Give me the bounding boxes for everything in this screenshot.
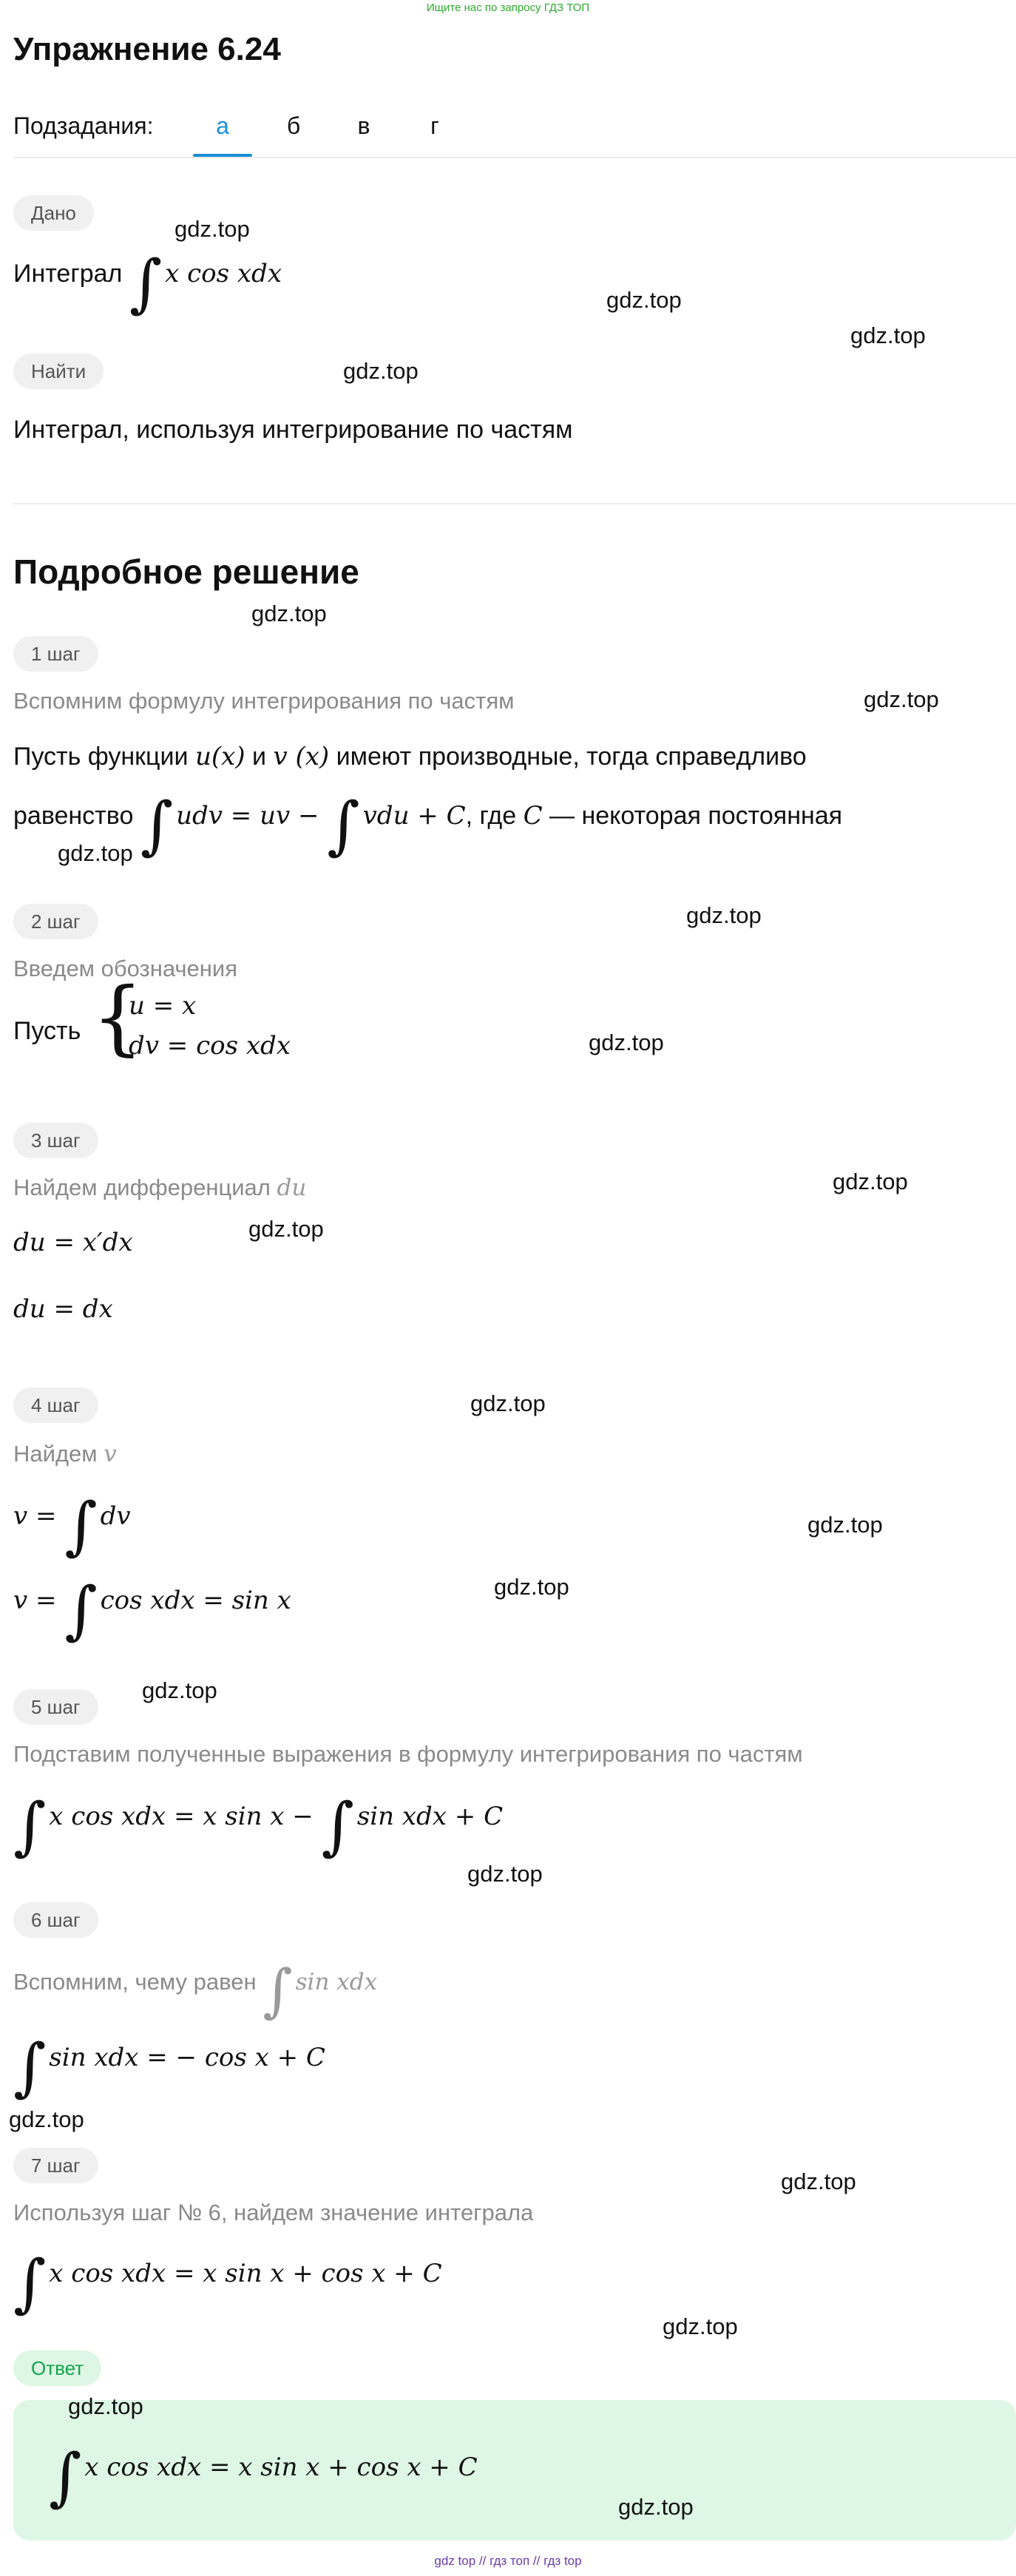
step-1-line-1 — [13, 742, 807, 771]
step-3-chip: 3 шаг — [13, 1123, 98, 1158]
step-3-heading — [13, 1174, 306, 1201]
step-4-line-2-right: cos xdx = sin x — [100, 1586, 291, 1615]
step-6-heading-text: Вспомним, чему равен — [13, 1969, 257, 1995]
integral-sign-icon: ∫ — [263, 1957, 293, 2024]
step-1-u: u(x) — [194, 742, 245, 771]
integral-sign-icon: ∫ — [321, 1789, 354, 1863]
watermark: gdz.top — [467, 1861, 543, 1887]
watermark: gdz.top — [807, 1512, 883, 1538]
step-6-formula — [13, 2030, 325, 2104]
step-1-formula-left: udv = uv − — [176, 801, 319, 831]
left-brace-icon: { — [92, 970, 143, 1064]
subtasks-label: Подзадания: — [13, 112, 154, 139]
section-divider — [13, 503, 1016, 504]
step-6-line: sin xdx = − cos x + C — [49, 2043, 325, 2072]
watermark: gdz.top — [343, 358, 419, 384]
step-4-line-1-left: v = — [13, 1501, 57, 1531]
watermark: gdz.top — [58, 840, 133, 866]
integral-sign-icon: ∫ — [64, 1573, 98, 1647]
tabs-divider — [13, 157, 1016, 158]
step-1-gde: , где — [465, 802, 517, 830]
tab-g[interactable]: г — [430, 112, 439, 139]
given-integrand: x cos xdx — [165, 259, 282, 288]
step-6-heading — [13, 1957, 378, 2024]
step-2-prefix: Пусть — [13, 1017, 81, 1045]
step-4-line-1-right: dv — [100, 1501, 131, 1531]
find-text: Интеграл, используя интегрирование по частям — [13, 416, 573, 444]
watermark: gdz.top — [175, 216, 250, 242]
watermark: gdz.top — [142, 1677, 217, 1703]
watermark: gdz.top — [9, 2106, 84, 2132]
tab-v[interactable]: в — [357, 112, 370, 139]
answer-formula-text: x cos xdx = x sin x + cos x + C — [84, 2452, 478, 2482]
step-1-text: Пусть функции — [13, 743, 189, 771]
answer-formula — [49, 2440, 478, 2514]
step-2-heading: Введем обозначения — [13, 956, 238, 981]
step-1-v: v (x) — [273, 742, 330, 771]
tab-b[interactable]: б — [286, 112, 301, 139]
watermark: gdz.top — [68, 2393, 143, 2419]
page-title: Упражнение 6.24 — [13, 31, 281, 67]
watermark: gdz.top — [833, 1169, 908, 1194]
step-3-line-2: du = dx — [13, 1294, 113, 1324]
step-3-heading-math: du — [277, 1174, 307, 1201]
answer-chip: Ответ — [13, 2350, 101, 2386]
step-4-heading — [13, 1441, 117, 1467]
watermark: gdz.top — [589, 1030, 664, 1055]
watermark: gdz.top — [470, 1390, 546, 1416]
step-1-formula-right: vdu + C — [362, 801, 466, 831]
step-1-heading: Вспомним формулу интегрирования по частям — [13, 688, 515, 714]
step-6-chip: 6 шаг — [13, 1902, 98, 1938]
step-5-chip: 5 шаг — [13, 1689, 98, 1725]
integral-sign-icon: ∫ — [140, 788, 174, 862]
integral-sign-icon: ∫ — [64, 1489, 98, 1563]
watermark: gdz.top — [781, 2168, 856, 2194]
step-7-heading: Используя шаг № 6, найдем значение интеграла — [13, 2200, 534, 2225]
step-5-heading: Подставим полученные выражения в формулу интегрирования по частям — [13, 1741, 803, 1767]
solution-title: Подробное решение — [13, 552, 359, 591]
integral-sign-icon: ∫ — [13, 2030, 47, 2104]
step-4-chip: 4 шаг — [13, 1387, 98, 1423]
given-integral — [13, 246, 282, 320]
step-7-formula — [13, 2246, 442, 2320]
step-3-line-1: du = x′dx — [13, 1228, 133, 1257]
watermark: gdz.top — [618, 2494, 694, 2520]
step-5-formula — [13, 1789, 504, 1863]
step-5-part-1: x cos xdx = x sin x − — [49, 1802, 314, 1831]
step-7-chip: 7 шаг — [13, 2148, 98, 2183]
step-2-row-1: u = x — [129, 991, 197, 1021]
step-4-heading-math: v — [104, 1441, 117, 1467]
tab-a[interactable]: а — [216, 112, 229, 139]
step-4-line-2 — [13, 1573, 291, 1647]
footer: gdz top // гдз топ // гдз top — [434, 2554, 582, 2568]
watermark: gdz.top — [248, 1216, 324, 1242]
step-3-heading-text: Найдем дифференциал — [13, 1174, 271, 1200]
step-6-heading-math: sin xdx — [295, 1969, 378, 1995]
watermark: gdz.top — [251, 601, 327, 626]
step-4-line-1 — [13, 1489, 131, 1563]
step-1-ravenstvo: равенство — [13, 802, 134, 830]
step-4-line-2-left: v = — [13, 1586, 57, 1615]
watermark: gdz.top — [850, 322, 926, 348]
watermark: gdz.top — [494, 1574, 569, 1600]
step-2-chip: 2 шаг — [13, 904, 98, 939]
step-1-text-2: имеют производные, тогда справедливо — [336, 743, 807, 771]
step-1-chip: 1 шаг — [13, 636, 98, 672]
integral-sign-icon: ∫ — [13, 1789, 47, 1863]
step-4-heading-text: Найдем — [13, 1441, 98, 1467]
top-banner: Ищите нас по запросу ГДЗ ТОП — [426, 1, 590, 14]
step-2-row-2: dv = cos xdx — [129, 1031, 291, 1061]
step-5-part-2: sin xdx + C — [356, 1802, 504, 1831]
integral-sign-icon: ∫ — [49, 2440, 82, 2514]
integral-sign-icon: ∫ — [129, 246, 163, 320]
step-1-and: и — [252, 743, 267, 771]
step-7-line: x cos xdx = x sin x + cos x + C — [49, 2259, 442, 2288]
step-1-c: C — [523, 801, 543, 831]
watermark: gdz.top — [663, 2313, 738, 2339]
step-1-const: — некоторая постоянная — [549, 802, 843, 830]
find-chip: Найти — [13, 354, 104, 389]
integral-sign-icon: ∫ — [13, 2246, 47, 2320]
watermark: gdz.top — [864, 686, 939, 712]
given-prefix: Интеграл — [13, 260, 123, 288]
given-chip: Дано — [13, 195, 94, 231]
watermark: gdz.top — [606, 287, 682, 313]
watermark: gdz.top — [686, 902, 762, 928]
integral-sign-icon: ∫ — [327, 788, 360, 862]
